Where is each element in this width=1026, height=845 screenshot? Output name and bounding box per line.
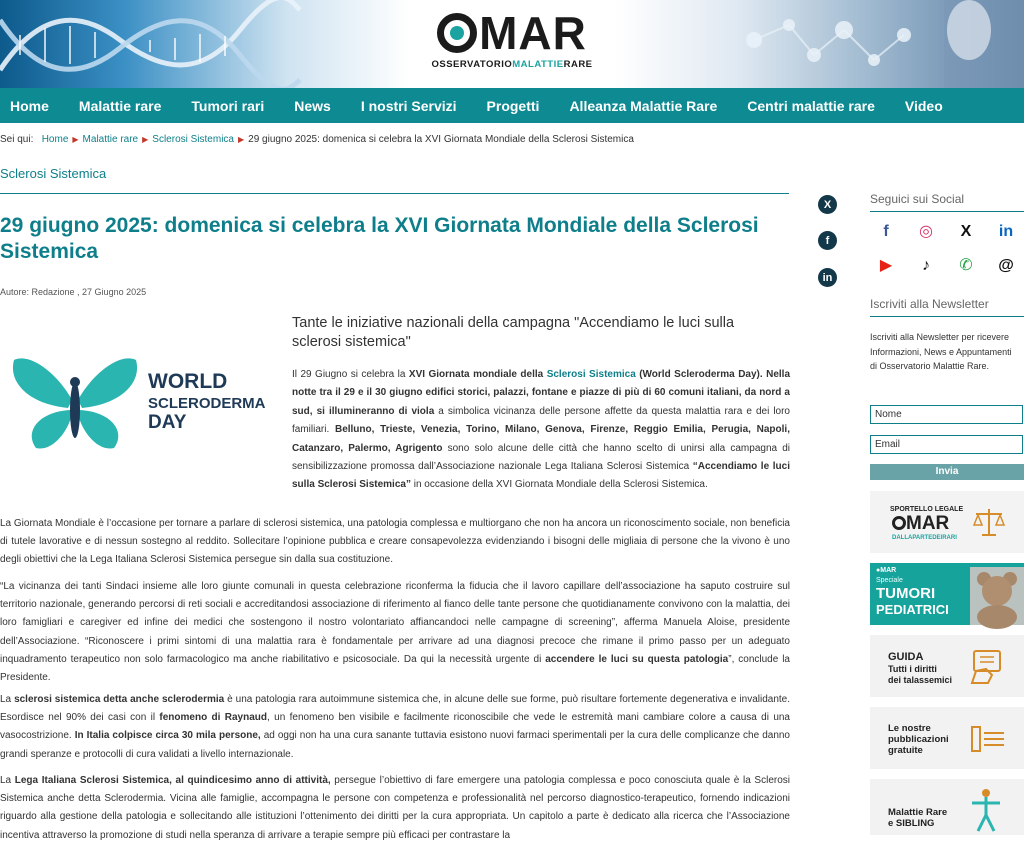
- site-logo[interactable]: MAR OSSERVATORIOMALATTIERARE: [424, 8, 600, 74]
- social-links: [866, 222, 1016, 276]
- facebook-icon[interactable]: f: [883, 223, 889, 240]
- dna-helix-image-left: [0, 0, 300, 88]
- siblings-figure-icon: [966, 785, 1006, 833]
- banner-guida-talassemici[interactable]: GUIDA Tutti i diritti dei talassemici: [870, 635, 1024, 697]
- nav-servizi[interactable]: I nostri Servizi: [360, 97, 457, 114]
- nav-malattie-rare[interactable]: Malattie rare: [78, 97, 162, 114]
- image-word-day: DAY: [148, 412, 187, 433]
- banner-sibling[interactable]: Malattie Rare e SIBLING: [870, 779, 1024, 835]
- banner-pubblicazioni[interactable]: Le nostre pubblicazioni gratuite: [870, 707, 1024, 769]
- nav-tumori-rari[interactable]: Tumori rari: [191, 97, 265, 114]
- scales-of-justice-icon: [972, 505, 1006, 539]
- x-icon[interactable]: X: [960, 223, 972, 240]
- social-heading: Seguici sui Social: [870, 192, 965, 206]
- link-sclerosi-sistemica[interactable]: Sclerosi Sistemica: [546, 369, 636, 380]
- newsletter-heading: Iscriviti alla Newsletter: [870, 297, 989, 311]
- books-icon: [970, 721, 1006, 755]
- article-intro: Il 29 Giugno si celebra la XVI Giornata mondiale della Sclerosi Sistemica (World Scleroderma Day). Nella notte tra il 29 e il 30 giugno edifici storici, palazzi, fontane e piazze di più di 60 comuni italiani, da nord a sud, si illumineranno di viola a simbolica vicinanza delle persone affette da questa malattia rara e dei loro familiari. Belluno, Trieste, Venezia, Torino, Milano, Genova, Firenze, Reggio Emilia, Perugia, Napoli, Catanzaro, Palermo, Agrigento sono solo alcune delle città che hanno scelto di unirsi alla campagna di sensibilizzazione promossa dall’Associazione nazionale Lega Italiana Sclerosi Sistemica “Accendiamo le luci sulla Sclerosi Sistemica” in occasione della XVI Giornata Mondiale della Sclerosi Sistemica.: [292, 369, 791, 491]
- teddy-bear-image: [970, 567, 1024, 625]
- whatsapp-icon[interactable]: ✆: [959, 257, 973, 274]
- article-title: 29 giugno 2025: domenica si celebra la XVI Giornata Mondiale della Sclerosi Sistemica: [0, 214, 759, 263]
- divider: [0, 193, 789, 194]
- banner-sportello-legale[interactable]: SPORTELLO LEGALE MAR DALLAPARTEDEIRARI: [870, 491, 1024, 553]
- molecule-image-right: [694, 0, 1024, 88]
- world-scleroderma-day-image: [10, 352, 275, 452]
- breadcrumb-sclerosi[interactable]: Sclerosi Sistemica: [152, 134, 234, 145]
- newsletter-submit-button[interactable]: Invia: [870, 464, 1024, 480]
- logo-tagline: OSSERVATORIOMALATTIERARE: [431, 59, 593, 70]
- tiktok-icon[interactable]: ♪: [922, 257, 930, 274]
- newsletter-description: Iscriviti alla Newsletter per ricevere Informazioni, News e Appuntamenti di Osservatorio Malattie Rare.: [870, 332, 1012, 371]
- logo-eye-icon: [437, 13, 477, 53]
- divider: [870, 316, 1024, 317]
- article-paragraph: “La vicinanza dei tanti Sindaci insieme alle loro giunte comunali in questa celebrazione riconferma la fiducia che il lavoro capillare dell’associazione ha saputo costruire sul territorio nazionale, generando percorsi di reti sociali e accreditandosi associazione di riferimento al fianco delle tante persone che quotidianamente convivono con la malattia, dei loro famigliari e caregiver ed infine dei medici che sostengono il nostro volontariato affiancandoci nelle campagne di screening”, afferma Manuela Aloise, presidente dell’Associazione. “Riconoscere i primi sintomi di una malattia rara è fondamentale per arrivare ad una diagnosi precoce che rimane il primo passo per un adeguato inquadramento terapeutico non solo farmacologico ma anche riabilitativo e psicosociale. Da qui la necessità urgente di accendere le luci su questa patologia”, conclude la Presidente.: [0, 581, 790, 684]
- article-paragraph: La sclerosi sistemica detta anche sclerodermia è una patologia rara autoimmune sistemica che, in alcune delle sue forme, può risultare fortemente degenerativa e invalidante. Esordisce nel 90% dei casi con il fenomeno di Raynaud, un fenomeno ben visibile e facilmente riconoscibile che vede le estremità mani cambiare colore a causa di una vasocostrizione. In Italia colpisce circa 30 mila persone, ad oggi non ha una cura sanante tuttavia esistono nuovi farmaci sperimentali per la cura delle complicanze che danno grandi speranze e protocolli di cura validati a livello internazionale.: [0, 694, 791, 760]
- article-paragraph: La Lega Italiana Sclerosi Sistemica, al quindicesimo anno di attività, persegue l’obiettivo di fare emergere una patologia complessa e poco conosciuta quale è la Sclerosi Sistemica anche detta Sclerodermia. Vicina alle famiglie, accompagna le persone con competenza e professionalità nel percorso diagnostico-terapeutico, fornendo indicazioni riguardo alla gestione della patologia e sollecitando alle istituzioni l’ottenimento dei diritti per la cura appropriata. Un capitolo a parte è dedicato alla ricerca che l’Associazione incentiva attraverso la promozione di studi nella speranza di arrivare a terapie sempre più efficaci per contrastare la: [0, 775, 790, 841]
- chevron-right-icon: ▶: [237, 135, 245, 144]
- banner-tumori-pediatrici[interactable]: ●MAR Speciale TUMORI PEDIATRICI: [870, 563, 1024, 625]
- threads-icon[interactable]: @: [998, 257, 1014, 274]
- instagram-icon[interactable]: ◎: [919, 223, 933, 240]
- breadcrumb: Sei qui: Home ▶ Malattie rare ▶ Sclerosi Sistemica ▶ 29 giugno 2025: domenica si celebra la XVI Giornata Mondiale della Sclerosi Sistemica: [0, 134, 634, 145]
- share-x-icon[interactable]: X: [818, 195, 837, 214]
- nav-alleanza[interactable]: Alleanza Malattie Rare: [569, 97, 718, 114]
- linkedin-icon[interactable]: in: [998, 223, 1014, 240]
- category-title[interactable]: Sclerosi Sistemica: [0, 166, 107, 181]
- image-word-scleroderma: SCLERODERMA: [148, 395, 266, 412]
- share-linkedin-icon[interactable]: in: [818, 268, 837, 287]
- divider: [870, 211, 1024, 212]
- article-paragraph: La Giornata Mondiale è l’occasione per tornare a parlare di sclerosi sistemica, una patologia complessa e multiorgano che non ha ancora un riconoscimento sociale, non beneficia di tutele lavorative e di nessun sostegno al reddito. Sollecitare l’opinione pubblica e creare consapevolezza evidenziando i bisogni delle migliaia di persone che la vivono è uno degli obiettivi che la Lega Italiana Sclerosi Sistemica persegue sin dalla sua costituzione.: [0, 518, 790, 566]
- hand-guide-icon: [966, 647, 1006, 687]
- site-header: [0, 0, 1024, 88]
- newsletter-name-input[interactable]: Nome: [870, 405, 1023, 424]
- breadcrumb-current: 29 giugno 2025: domenica si celebra la XVI Giornata Mondiale della Sclerosi Sistemica: [248, 134, 634, 145]
- chevron-right-icon: ▶: [142, 135, 149, 144]
- breadcrumb-home[interactable]: Home: [41, 134, 69, 145]
- nav-news[interactable]: News: [294, 97, 331, 114]
- main-nav: [0, 88, 1024, 123]
- image-word-world: WORLD: [148, 370, 228, 393]
- share-facebook-icon[interactable]: f: [818, 231, 837, 250]
- nav-progetti[interactable]: Progetti: [486, 97, 540, 114]
- nav-centri[interactable]: Centri malattie rare: [747, 97, 875, 114]
- nav-home[interactable]: Home: [10, 97, 49, 114]
- chevron-right-icon: ▶: [72, 135, 79, 144]
- article-lede: Tante le iniziative nazionali della campagna "Accendiamo le luci sulla sclerosi sistemica": [292, 315, 735, 350]
- newsletter-email-input[interactable]: Email: [870, 435, 1023, 454]
- breadcrumb-malattie-rare[interactable]: Malattie rare: [82, 134, 139, 145]
- youtube-icon[interactable]: ▶: [879, 257, 893, 274]
- nav-video[interactable]: Video: [904, 97, 943, 114]
- article-author: Autore: Redazione , 27 Giugno 2025: [0, 287, 147, 297]
